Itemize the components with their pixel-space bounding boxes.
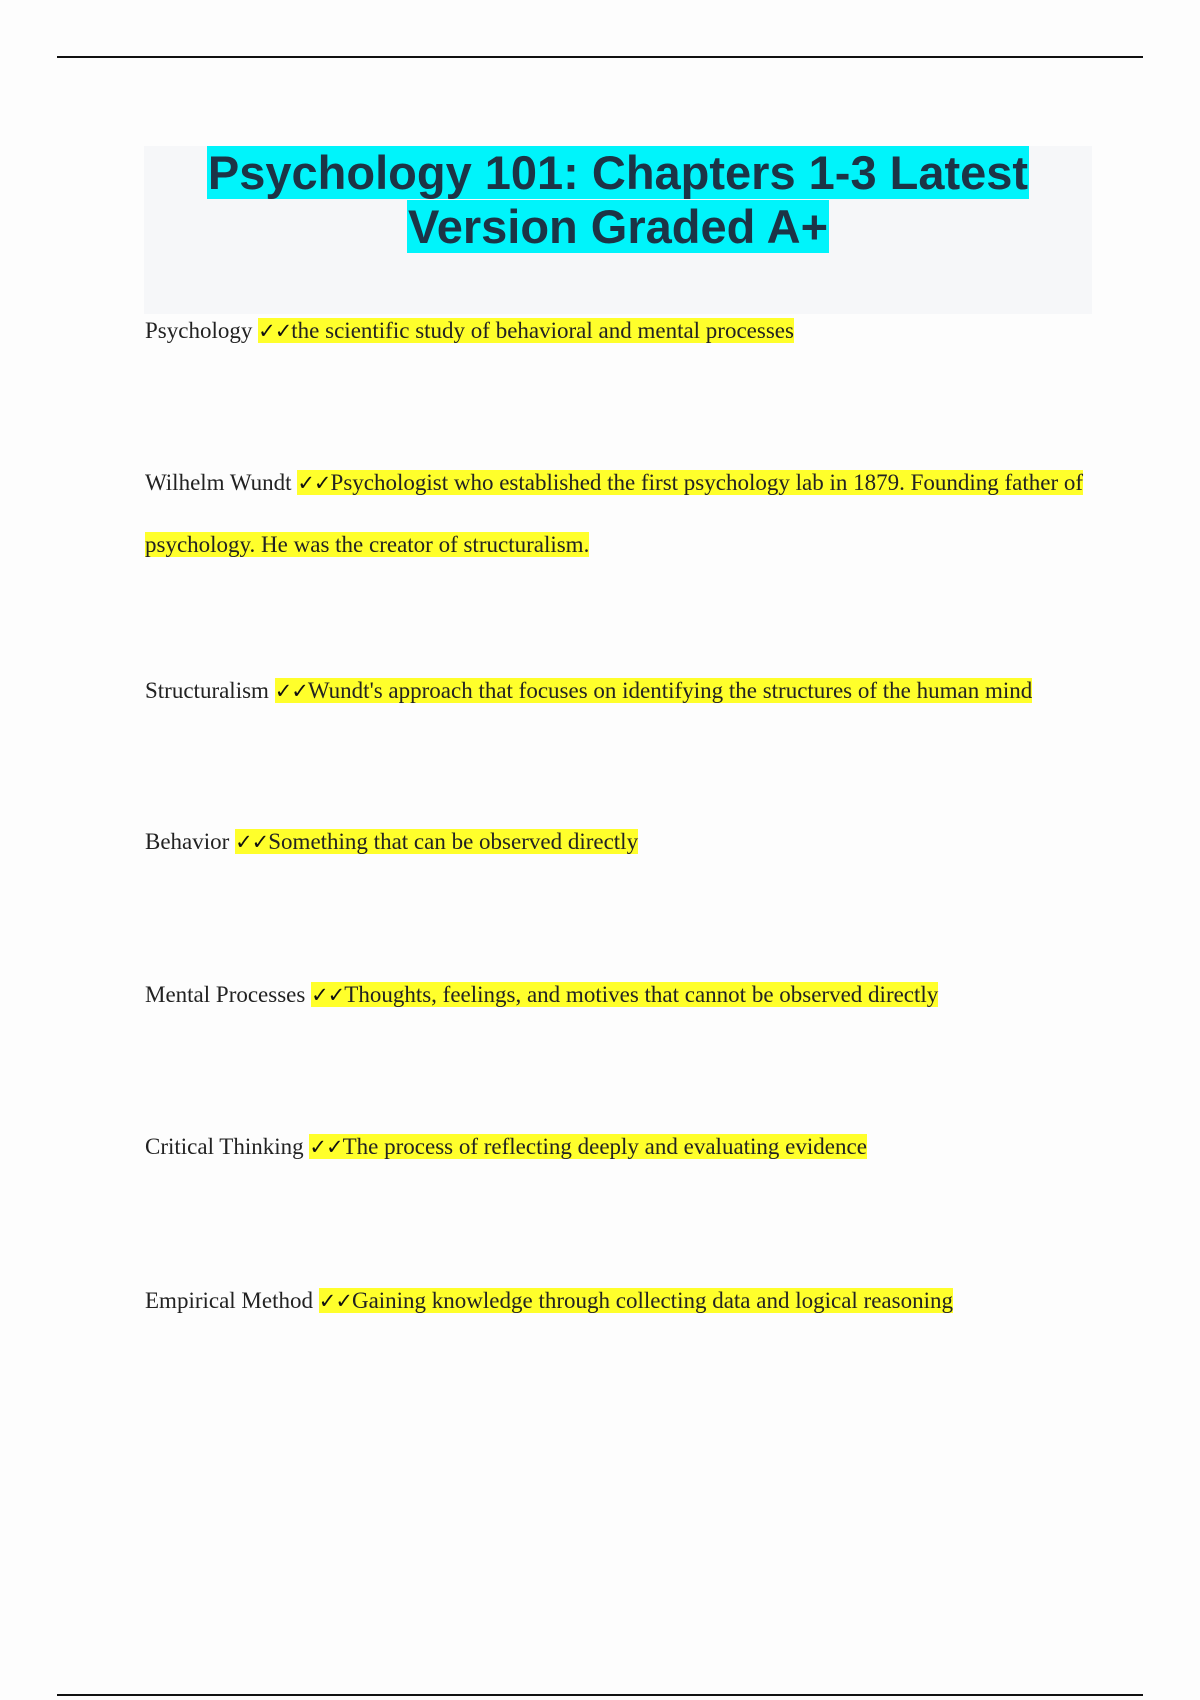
entry-term: Wilhelm Wundt	[145, 470, 292, 495]
double-check-icon: ✓✓	[274, 679, 308, 703]
entry-term: Mental Processes	[145, 982, 306, 1007]
entry-term: Psychology	[145, 318, 253, 343]
double-check-icon: ✓✓	[297, 471, 331, 495]
entry-behavior	[145, 811, 1095, 873]
entry-critical-thinking	[145, 1116, 1095, 1178]
entry-term: Critical Thinking	[145, 1134, 304, 1159]
entry-definition: Gaining knowledge through collecting data and logical reasoning	[351, 1288, 953, 1313]
title-box	[144, 146, 1092, 314]
double-check-icon: ✓✓	[235, 830, 269, 854]
footer-rule	[57, 1694, 1143, 1696]
entry-term: Behavior	[145, 829, 230, 854]
document-title-text: Psychology 101: Chapters 1-3 Latest Version Graded A+	[207, 146, 1029, 253]
entry-mental-processes	[145, 964, 1095, 1026]
double-check-icon: ✓✓	[318, 1289, 352, 1313]
header-rule	[57, 56, 1143, 58]
entry-definition-highlight	[309, 1134, 867, 1159]
entry-definition: Thoughts, feelings, and motives that cannot be observed directly	[344, 982, 939, 1007]
double-check-icon: ✓✓	[311, 983, 345, 1007]
entry-definition-highlight	[258, 318, 794, 343]
double-check-icon: ✓✓	[309, 1135, 343, 1159]
entry-definition-highlight	[311, 982, 938, 1007]
double-check-icon: ✓✓	[258, 319, 292, 343]
entry-definition: The process of reflecting deeply and evaluating evidence	[342, 1134, 867, 1159]
entry-definition: Wundt's approach that focuses on identifying the structures of the human mind	[307, 678, 1033, 703]
entry-wilhelm-wundt	[145, 452, 1095, 575]
entry-definition: the scientific study of behavioral and mental processes	[291, 318, 794, 343]
entry-definition: Psychologist who established the first psychology lab in 1879. Founding father of psychology. He was the creator of structuralism.	[145, 470, 1084, 557]
entry-definition-highlight	[235, 829, 638, 854]
entry-definition: Something that can be observed directly	[268, 829, 639, 854]
entry-definition-highlight	[275, 678, 1033, 703]
entry-term: Empirical Method	[145, 1288, 313, 1313]
entry-psychology	[145, 300, 1095, 362]
entry-structuralism	[145, 660, 1095, 722]
entry-definition-highlight	[319, 1288, 953, 1313]
entry-term: Structuralism	[145, 678, 269, 703]
document-title	[144, 146, 1092, 254]
entry-empirical-method	[145, 1270, 1095, 1332]
